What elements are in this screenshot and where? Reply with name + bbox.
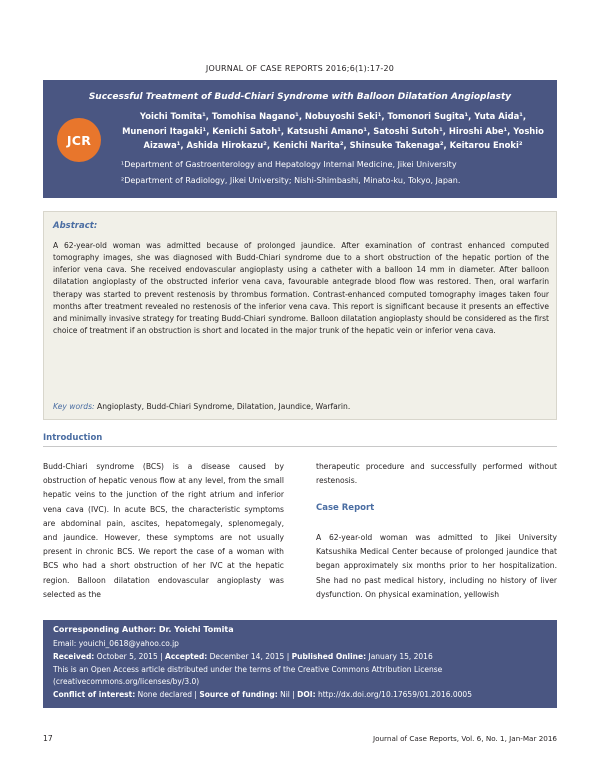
received-label: Received: bbox=[53, 652, 95, 661]
title-banner bbox=[43, 80, 557, 198]
funding-label: Source of funding: bbox=[199, 690, 278, 699]
license-url[interactable]: (creativecommons.org/licenses/by/3.0) bbox=[53, 677, 200, 686]
section-divider bbox=[43, 446, 557, 447]
keywords-list: Angioplasty, Budd-Chiari Syndrome, Dilatation, Jaundice, Warfarin. bbox=[97, 402, 351, 411]
corresponding-author: Corresponding Author: Dr. Yoichi Tomita bbox=[53, 625, 234, 634]
abstract-box bbox=[43, 211, 557, 420]
correspondence-box bbox=[43, 620, 557, 708]
doi-link[interactable]: http://dx.doi.org/10.17659/01.2016.0005 bbox=[317, 690, 472, 699]
case-report-heading: Case Report bbox=[316, 503, 375, 513]
accepted-date: December 14, 2015 bbox=[209, 652, 285, 661]
published-date: January 15, 2016 bbox=[368, 652, 433, 661]
accepted-label: Accepted: bbox=[165, 652, 208, 661]
introduction-continuation: therapeutic procedure and successfully performed without restenosis. bbox=[316, 462, 557, 486]
abstract-text: A 62-year-old woman was admitted because of prolonged jaundice. After examination of contrast enhanced computed tomography images, she was diagnosed with Budd-Chiari syndrome due to a short obstruction of the hepatic portion of the inferior vena cava. She received endovascular angioplasty using a catheter with a balloon 14 mm in diameter. After balloon dilatation angioplasty of the obstructed inferior vena cava, favourable antegrade blood flow was restored. Then, oral warfarin therapy was started to prevent restenosis by thrombus formation. Contrast-enhanced computed tomography images taken four months after treatment revealed no restenosis of the inferior vena cava. This report is significant because it presents an effective and minimally invasive strategy for treating Budd-Chiari syndrome. Balloon dilatation angioplasty should be considered as the first choice of treatment if an obstruction is short and located in the major trunk of the hepatic vein or inferior vena cava. bbox=[53, 241, 549, 336]
email-line bbox=[53, 639, 179, 648]
license-text: This is an Open Access article distributed under the terms of the Creative Commons Attribution License bbox=[53, 665, 443, 674]
jcr-logo: JCR bbox=[57, 118, 101, 162]
journal-header: JOURNAL OF CASE REPORTS 2016;6(1):17-20 bbox=[205, 64, 395, 73]
dates-line: Received: October 5, 2015 | Accepted: December 14, 2015 | Published Online: January 15, 2016 bbox=[53, 652, 433, 661]
keywords-label: Key words: bbox=[53, 402, 95, 411]
email-label: Email: bbox=[53, 639, 77, 648]
affiliation-1: ¹Department of Gastroenterology and Hepatology Internal Medicine, Jikei University bbox=[121, 160, 457, 169]
affiliation-2: ²Department of Radiology, Jikei University; Nishi-Shimbashi, Minato-ku, Tokyo, Japan. bbox=[121, 176, 461, 185]
keywords-line bbox=[53, 402, 350, 411]
introduction-heading: Introduction bbox=[43, 433, 103, 443]
introduction-text: Budd-Chiari syndrome (BCS) is a disease caused by obstruction of hepatic venous flow at any level, from the small hepatic veins to the junction of the right atrium and inferior vena cava (IVC). In acute BCS, the characteristic symptoms are abdominal pain, ascites, hepatomegaly, splenomegaly, and jaundice. However, these symptoms are not usually present in chronic BCS. We report the case of a woman with BCS who had a short obstruction of her IVC at the hepatic region. Balloon dilatation endovascular angioplasty was selected as the bbox=[43, 462, 284, 599]
page-number: 17 bbox=[43, 734, 53, 743]
funding-value: Nil bbox=[280, 690, 290, 699]
journal-footer: Journal of Case Reports, Vol. 6, No. 1, Jan-Mar 2016 bbox=[372, 734, 557, 743]
published-label: Published Online: bbox=[291, 652, 367, 661]
doi-label: DOI: bbox=[297, 690, 316, 699]
article-title: Successful Treatment of Budd-Chiari Syndrome with Balloon Dilatation Angioplasty bbox=[88, 92, 512, 102]
email-address[interactable]: youichi_0618@yahoo.co.jp bbox=[78, 639, 179, 648]
conflict-value: None declared bbox=[137, 690, 193, 699]
disclosure-line: Conflict of interest: None declared | Source of funding: Nil | DOI: http://dx.doi.org/10.17659/01.2016.0005 bbox=[53, 690, 472, 699]
case-report-text: A 62-year-old woman was admitted to Jikei University Katsushika Medical Center because of prolonged jaundice that began approximately six months prior to her hospitalization. She had no past medical history, including no history of liver dysfunction. On physical examination, yellowish bbox=[316, 533, 557, 599]
received-date: October 5, 2015 bbox=[96, 652, 158, 661]
conflict-label: Conflict of interest: bbox=[53, 690, 136, 699]
abstract-title: Abstract: bbox=[53, 221, 98, 231]
author-list: Yoichi Tomita¹, Tomohisa Nagano¹, Nobuyoshi Seki¹, Tomonori Sugita¹, Yuta Aida¹, Munenori Itagaki¹, Kenichi Satoh¹, Katsushi Amano¹, Satoshi Sutoh¹, Hiroshi Abe¹, Yoshio Aizawa¹, Ashida Hirokazu², Kenichi Narita², Shinsuke Takenaga², Keitarou Enoki² bbox=[122, 111, 544, 151]
